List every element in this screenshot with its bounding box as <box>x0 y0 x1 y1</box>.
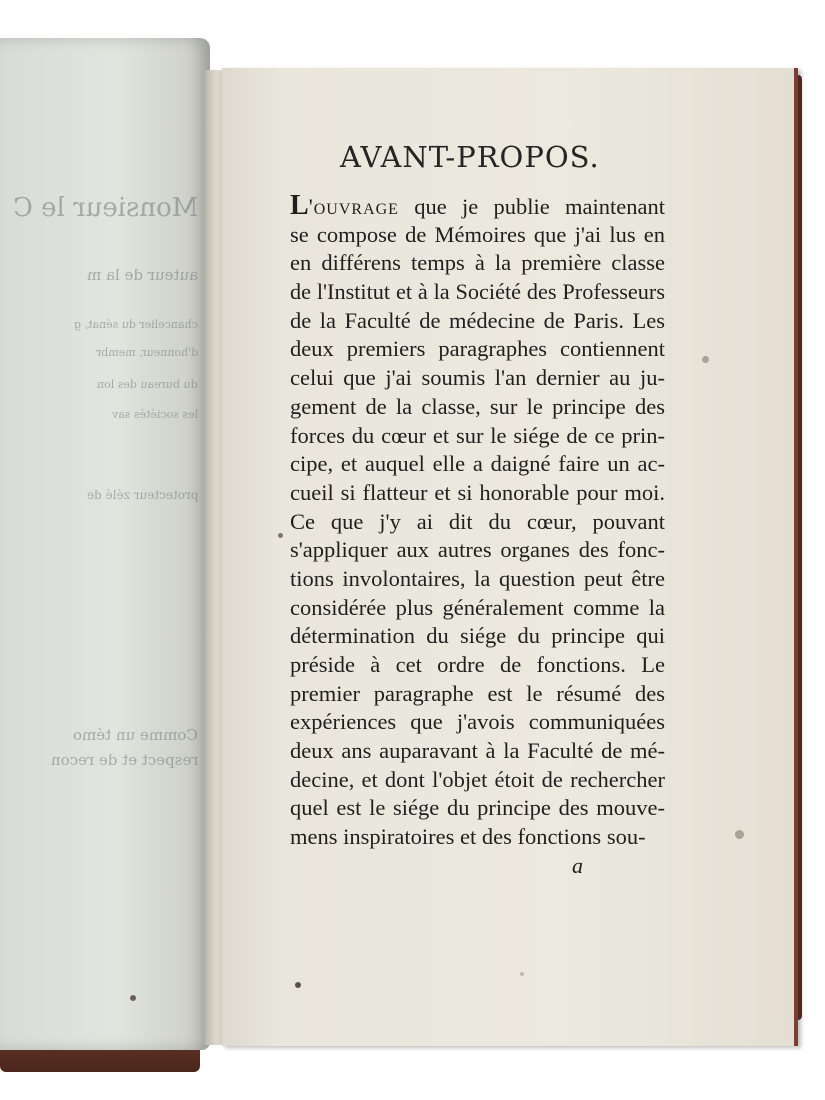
left-ghost-line: auteur de la m <box>86 266 198 284</box>
text-line: forces du cœur et sur le siége de ce prin- <box>290 422 665 448</box>
text-line: premier paragraphe est le résumé des <box>290 680 665 706</box>
text-line: considérée plus généralement comme la <box>290 594 665 620</box>
text-line: détermination du siége du principe qui <box>290 623 665 649</box>
foxing-spot <box>278 533 283 538</box>
foxing-spot <box>295 982 301 988</box>
page-title: AVANT-PROPOS. <box>340 140 600 174</box>
text-line: deux premiers paragraphes contiennent <box>290 336 665 362</box>
small-caps-word: 'ouvrage <box>308 194 399 219</box>
body-text <box>290 192 665 852</box>
text-line: quel est le siége du principe des mouve- <box>290 795 665 821</box>
text-line: de la Faculté de médecine de Paris. Les <box>290 307 665 333</box>
text-line: mens inspiratoires et des fonctions sou- <box>290 824 646 850</box>
text-line: tions involontaires, la question peut être <box>290 565 665 591</box>
foxing-spot <box>130 995 136 1001</box>
line-rest: que je publie maintenant <box>398 194 665 219</box>
left-ghost-line: Monsieur le C <box>12 193 198 223</box>
left-ghost-line: Comme un témo <box>73 726 198 744</box>
text-line: cipe, et auquel elle a daigné faire un ac- <box>290 451 665 477</box>
left-ghost-line: du bureau des lon <box>97 378 198 391</box>
left-ghost-line: d'honneur, membr <box>95 346 198 359</box>
text-line: celui que j'ai soumis l'an dernier au ju- <box>290 365 665 391</box>
signature-mark: a <box>572 853 583 878</box>
text-line: de l'Institut et à la Société des Professeurs <box>290 279 665 305</box>
text-line <box>290 192 665 221</box>
text-line: expériences que j'avois communiquées <box>290 709 665 735</box>
foxing-spot <box>735 830 744 839</box>
left-ghost-line: respect et de recon <box>50 751 198 769</box>
text-line: cueil si flatteur et si honorable pour moi. <box>290 479 665 505</box>
text-line: Ce que j'y ai dit du cœur, pouvant <box>290 508 665 534</box>
text-line: se compose de Mémoires que j'ai lus en <box>290 221 665 247</box>
left-ghost-line: chancelier du sénat, g <box>74 318 198 331</box>
text-line: préside à cet ordre de fonctions. Le <box>290 652 665 677</box>
text-line: gement de la classe, sur le principe des <box>290 393 665 419</box>
left-ghost-line: les sociétés sav <box>111 408 198 421</box>
text-line: en différens temps à la première classe <box>290 250 665 276</box>
drop-cap: L <box>290 190 309 221</box>
foxing-spot <box>520 972 524 976</box>
left-page <box>0 38 210 1050</box>
text-line: deux ans auparavant à la Faculté de mé- <box>290 738 665 764</box>
text-line: decine, et dont l'objet étoit de rechercher <box>290 766 665 792</box>
foxing-spot <box>702 356 709 363</box>
text-line: s'appliquer aux autres organes des fonc- <box>290 537 665 563</box>
left-ghost-line: protecteur zélé de <box>86 488 198 502</box>
